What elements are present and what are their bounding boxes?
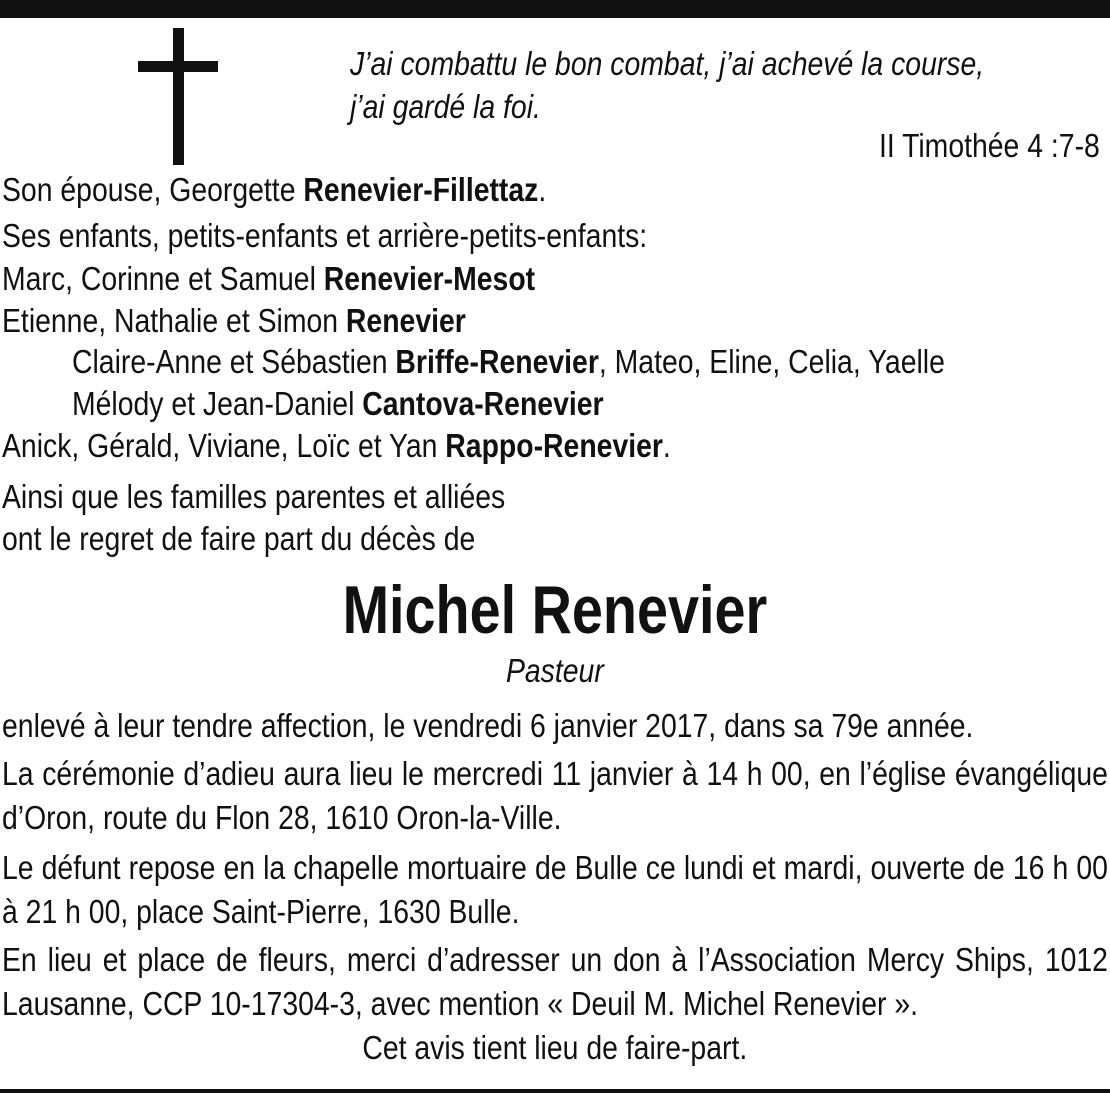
closing-line: Cet avis tient lieu de faire-part. <box>362 1029 748 1066</box>
spouse-line: Son épouse, Georgette Renevier-Fillettaz. <box>2 171 547 208</box>
deceased-title: Pasteur <box>506 652 604 689</box>
bible-verse <box>350 42 1004 128</box>
verse-line-1: J’ai combattu le bon combat, j’ai achevé la course, <box>350 45 985 82</box>
verse-line-2: j’ai gardé la foi. <box>350 88 541 125</box>
cross-icon <box>138 28 218 165</box>
deceased-name: Michel Renevier <box>342 572 768 648</box>
family-line-2: Etienne, Nathalie et Simon Renevier <box>2 302 466 339</box>
death-notice: enlevé à leur tendre affection, le vendredi 6 janvier 2017, dans sa 79e année. <box>2 707 974 744</box>
top-rule <box>0 0 1110 18</box>
viewing-info: Le défunt repose en la chapelle mortuaire de Bulle ce lundi et mardi, ouverte de 16 h 00 à 21 h 00, place Saint-Pierre, 1630 Bulle. <box>2 849 1108 930</box>
ceremony-info: La cérémonie d’adieu aura lieu le mercredi 11 janvier à 14 h 00, en l’église évangélique d’Oron, route du Flon 28, 1610 Oron-la-Ville. <box>2 755 1108 836</box>
verse-reference: II Timothée 4 :7-8 <box>879 127 1100 164</box>
family-line-5: Anick, Gérald, Viviane, Loïc et Yan Rappo-Renevier. <box>2 427 671 464</box>
family-line-1: Marc, Corinne et Samuel Renevier-Mesot <box>2 260 536 297</box>
bottom-rule <box>0 1089 1110 1093</box>
donation-info: En lieu et place de fleurs, merci d’adresser un don à l’Association Mercy Ships, 1012 Lausanne, CCP 10-17304-3, avec mention « Deuil M. Michel Renevier ». <box>2 941 1108 1022</box>
spouse-surname: Renevier-Fillettaz <box>303 171 539 208</box>
family-line-3: Claire-Anne et Sébastien Briffe-Renevier, Mateo, Eline, Celia, Yaelle <box>72 343 945 380</box>
relatives-line-2: ont le regret de faire part du décès de <box>2 520 476 557</box>
children-intro: Ses enfants, petits-enfants et arrière-petits-enfants: <box>2 217 648 254</box>
relatives-line-1: Ainsi que les familles parentes et alliées <box>2 478 506 515</box>
family-line-4: Mélody et Jean-Daniel Cantova-Renevier <box>72 385 604 422</box>
